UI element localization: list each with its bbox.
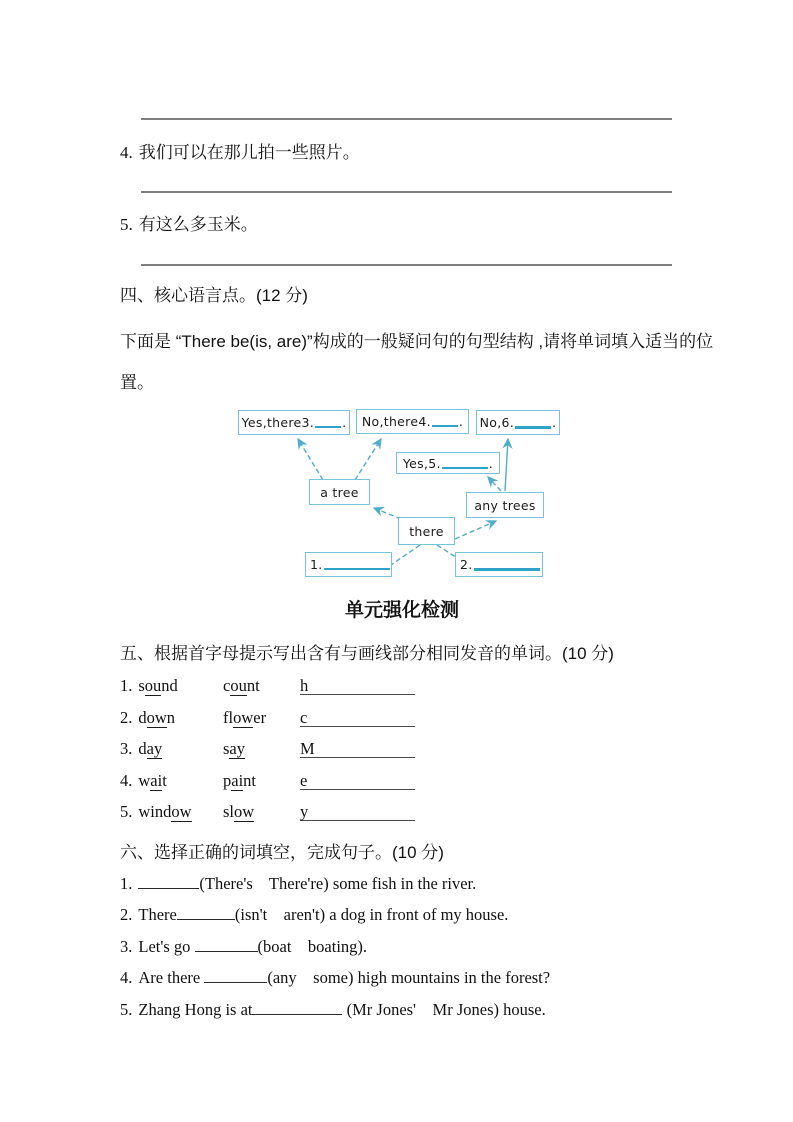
row-number: 2. bbox=[120, 708, 133, 727]
section5-heading: 五、根据首字母提示写出含有与画线部分相同发音的单词。(10 分) bbox=[120, 644, 614, 663]
underlined-letters: ou bbox=[230, 676, 247, 695]
diagram-box-no4 bbox=[356, 409, 469, 434]
box-text: 2. bbox=[460, 557, 473, 572]
underlined-letters: ai bbox=[231, 771, 244, 790]
answer-blank bbox=[300, 802, 415, 821]
arrow-atree-to-yes3 bbox=[298, 439, 323, 480]
row-number: 5. bbox=[120, 802, 133, 821]
translate-item-4 bbox=[120, 138, 360, 163]
diagram-box-yes5 bbox=[396, 452, 500, 474]
line-there-to-blank1 bbox=[388, 545, 420, 567]
word-1: sound bbox=[138, 676, 178, 695]
item-number: 5. bbox=[120, 215, 133, 234]
box-text: . bbox=[488, 455, 494, 471]
item-pre-text: Are there bbox=[138, 968, 205, 987]
section4-intro-line2: 置。 bbox=[120, 373, 154, 392]
word-2: count bbox=[223, 676, 260, 695]
item-options: (Mr Jones' Mr Jones) bbox=[342, 1000, 499, 1019]
answer-blank bbox=[252, 1002, 342, 1015]
item-post-text: high mountains in the forest? bbox=[353, 968, 551, 987]
hint-letter: h bbox=[300, 676, 309, 695]
translate-item-5 bbox=[120, 210, 258, 235]
answer-line-2 bbox=[141, 191, 672, 193]
item-number: 3. bbox=[120, 937, 133, 956]
item-pre-text: There bbox=[138, 905, 177, 924]
item-options: (boat boating) bbox=[257, 937, 363, 956]
answer-blank bbox=[138, 876, 199, 889]
phonics-row-1 bbox=[120, 676, 680, 698]
fill-blank-5 bbox=[442, 458, 488, 469]
item-number: 2. bbox=[120, 905, 133, 924]
answer-blank bbox=[177, 907, 235, 920]
hint-letter: e bbox=[300, 771, 308, 790]
arrow-there-to-atree bbox=[374, 508, 401, 519]
phonics-row-4 bbox=[120, 771, 680, 793]
answer-blank bbox=[195, 939, 258, 952]
word-2: say bbox=[223, 739, 245, 758]
underlined-letters: ou bbox=[144, 676, 162, 695]
box-text: a tree bbox=[320, 484, 359, 500]
item-number: 4. bbox=[120, 968, 133, 987]
box-text: No,6. bbox=[479, 415, 515, 430]
word-1: down bbox=[138, 708, 176, 727]
diagram-box-blank2 bbox=[455, 552, 543, 577]
box-text: there bbox=[409, 523, 444, 539]
underlined-letters: ow bbox=[146, 708, 167, 727]
underlined-letters: ai bbox=[150, 771, 163, 790]
box-text: . bbox=[552, 415, 557, 430]
row-number: 1. bbox=[120, 676, 133, 695]
fill-blank-3 bbox=[315, 417, 341, 428]
arrow-anytrees-to-no6 bbox=[505, 439, 508, 491]
item-text: 有这么多玉米。 bbox=[138, 215, 258, 234]
hint-letter: y bbox=[300, 802, 309, 821]
item-text: 我们可以在那儿拍一些照片。 bbox=[138, 143, 360, 162]
word-1: window bbox=[138, 802, 192, 821]
choice-item-2 bbox=[120, 905, 508, 925]
item-post-text: house. bbox=[499, 1000, 546, 1019]
item-pre-text: Zhang Hong is at bbox=[138, 1000, 253, 1019]
word-2: paint bbox=[223, 771, 257, 790]
fill-blank-2 bbox=[474, 559, 540, 571]
answer-blank bbox=[204, 970, 267, 983]
row-number: 4. bbox=[120, 771, 133, 790]
underlined-letters: ow bbox=[233, 708, 254, 727]
section4-heading: 四、核心语言点。(12 分) bbox=[120, 286, 308, 305]
answer-line-3 bbox=[141, 264, 672, 266]
item-options: (There's There're) bbox=[199, 874, 329, 893]
diagram-box-yes3 bbox=[238, 410, 350, 435]
choice-item-4 bbox=[120, 968, 550, 988]
fill-blank-1 bbox=[324, 559, 390, 570]
choice-item-1 bbox=[120, 874, 476, 894]
underlined-letters: ow bbox=[171, 802, 192, 821]
item-pre-text: Let's go bbox=[138, 937, 195, 956]
arrow-atree-to-no4 bbox=[355, 439, 381, 480]
diagram-box-a-tree bbox=[309, 479, 370, 505]
fill-blank-4 bbox=[432, 416, 458, 427]
there-be-structure-diagram bbox=[120, 402, 680, 587]
box-text: Yes,5. bbox=[402, 455, 441, 471]
choice-item-5 bbox=[120, 1000, 546, 1020]
choice-item-3 bbox=[120, 937, 367, 957]
diagram-box-any-trees bbox=[466, 492, 544, 518]
unit-test-title: 单元强化检测 bbox=[345, 600, 460, 621]
item-post-text: . bbox=[362, 937, 368, 956]
section4-intro-line1: 下面是 “There be(is, are)”构成的一般疑问句的句型结构 ,请将单词填入适当的位 bbox=[120, 332, 714, 351]
section6-heading: 六、选择正确的词填空，完成句子。(10 分) bbox=[120, 843, 444, 862]
box-text: 1. bbox=[310, 557, 323, 572]
phonics-row-2 bbox=[120, 708, 680, 730]
phonics-row-3 bbox=[120, 739, 680, 761]
fill-blank-6 bbox=[515, 417, 551, 429]
row-number: 3. bbox=[120, 739, 133, 758]
box-text: . bbox=[342, 415, 347, 430]
hint-letter: M bbox=[300, 739, 315, 758]
item-post-text: a dog in front of my house. bbox=[325, 905, 509, 924]
box-text: any trees bbox=[474, 497, 536, 513]
item-number: 4. bbox=[120, 143, 133, 162]
diagram-box-there bbox=[398, 517, 455, 545]
item-options: (isn't aren't) bbox=[234, 905, 326, 924]
box-text: Yes,there3. bbox=[241, 415, 315, 430]
word-1: wait bbox=[138, 771, 167, 790]
underlined-letters: ow bbox=[234, 802, 255, 821]
answer-blank bbox=[300, 739, 415, 758]
word-1: day bbox=[138, 739, 163, 758]
phonics-row-5 bbox=[120, 802, 680, 824]
diagram-box-blank1 bbox=[305, 552, 392, 577]
item-number: 5. bbox=[120, 1000, 133, 1019]
answer-blank bbox=[300, 708, 415, 727]
arrow-there-to-anytrees bbox=[455, 521, 496, 539]
diagram-box-no6 bbox=[476, 410, 560, 435]
item-post-text: some fish in the river. bbox=[328, 874, 477, 893]
hint-letter: c bbox=[300, 708, 308, 727]
item-number: 1. bbox=[120, 874, 133, 893]
box-text: No,there4. bbox=[361, 414, 431, 429]
word-2: flower bbox=[223, 708, 267, 727]
underlined-letters: ay bbox=[146, 739, 163, 758]
answer-line-1 bbox=[141, 118, 672, 120]
word-2: slow bbox=[223, 802, 255, 821]
answer-blank bbox=[300, 771, 415, 790]
box-text: . bbox=[458, 414, 464, 429]
underlined-letters: ay bbox=[229, 739, 245, 758]
item-options: (any some) bbox=[267, 968, 354, 987]
arrow-anytrees-to-yes5 bbox=[488, 477, 501, 491]
answer-blank bbox=[300, 676, 415, 695]
